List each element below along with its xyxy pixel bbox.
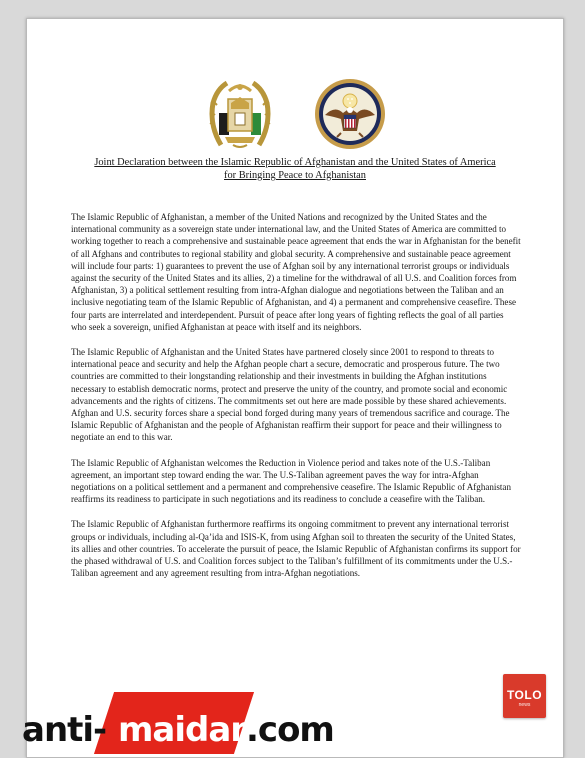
paragraph-3: The Islamic Republic of Afghanistan welcomes the Reduction in Violence period and takes note of the U.S.-Taliban agreement, an important step toward ending the war. The U.S-Taliban agreement paves the way for intra-Afghan negotiations on a political settlement and a permanent and comprehensive ceasefire. The Islamic Republic of Afghanistan reaffirms its readiness to participate in such negotiations and its readiness to conclude a ceasefire with the Taliban.: [71, 457, 511, 505]
document-body: [71, 211, 521, 592]
document-title: [67, 156, 523, 182]
us-great-seal-icon: [313, 77, 387, 151]
anti-maidan-watermark: [0, 684, 585, 758]
watermark-text-right: .com: [246, 710, 334, 750]
tolo-logo-text: TOLO: [506, 688, 543, 702]
title-line-2: for Bringing Peace to Afghanistan: [224, 170, 366, 181]
document-page: [26, 18, 564, 758]
watermark-text-left: anti-: [22, 710, 107, 750]
paragraph-2: The Islamic Republic of Afghanistan and the United States have partnered closely since 2001 to respond to threats to international peace and security and help the Afghan people chart a secure, democratic and prosperous future. The two countries are committed to their longstanding relationship and their investments in building the Afghan institutions necessary to establish democratic norms, protect and preserve the unity of the country, and promote social and economic advancements and the rights of citizens. The commitments set out here are made possible by these shared achievements. Afghan and U.S. security forces share a special bond forged during many years of tremendous sacrifice and courage. The Islamic Republic of Afghanistan and the people of Afghanistan reaffirm their support for peace and their willingness to negotiate an end to this war.: [71, 347, 510, 443]
afghanistan-emblem-icon: [207, 75, 273, 151]
header-seals: [27, 75, 563, 165]
title-line-1: Joint Declaration between the Islamic Republic of Afghanistan and the United States of America: [94, 157, 496, 168]
tolo-logo-subtext: news: [518, 702, 531, 708]
paragraph-1: The Islamic Republic of Afghanistan, a member of the United Nations and recognized by the United States and the international community as a sovereign state under international law, and the United States of America are committed to working together to reach a comprehensive and sustainable peace agreement that ends the war in Afghanistan for the benefit of all Afghans and contributes to regional stability and global security. A comprehensive and sustainable peace agreement will include four parts: 1) guarantees to prevent the use of Afghan soil by any international terrorist groups or individuals against the security of the United States and its allies, 2) a timeline for the withdrawal of all U.S. and Coalition forces from Afghanistan, 3) a political settlement resulting from intra-Afghan dialogue and negotiations between the Taliban and an inclusive negotiating team of the Islamic Republic of Afghanistan, and 4) a permanent and comprehensive ceasefire. These four parts are interrelated and interdependent. Pursuit of peace after long years of fighting reflects the goal of all parties who seek a sovereign, unified Afghanistan at peace with itself and its neighbors.: [71, 212, 521, 332]
paragraph-4: The Islamic Republic of Afghanistan furthermore reaffirms its ongoing commitment to prevent any international terrorist groups or individuals, including al-Qa’ida and ISIS-K, from using Afghan soil to threaten the security of the United States, its allies and other countries. To accelerate the pursuit of peace, the Islamic Republic of Afghanistan confirms its support for the phased withdrawal of U.S. and Coalition forces subject to the Taliban’s fulfillment of its commitments under the U.S.-Taliban agreement and any agreement resulting from intra-Afghan negotiations.: [71, 519, 521, 579]
watermark-text-middle: maidan: [118, 710, 254, 750]
